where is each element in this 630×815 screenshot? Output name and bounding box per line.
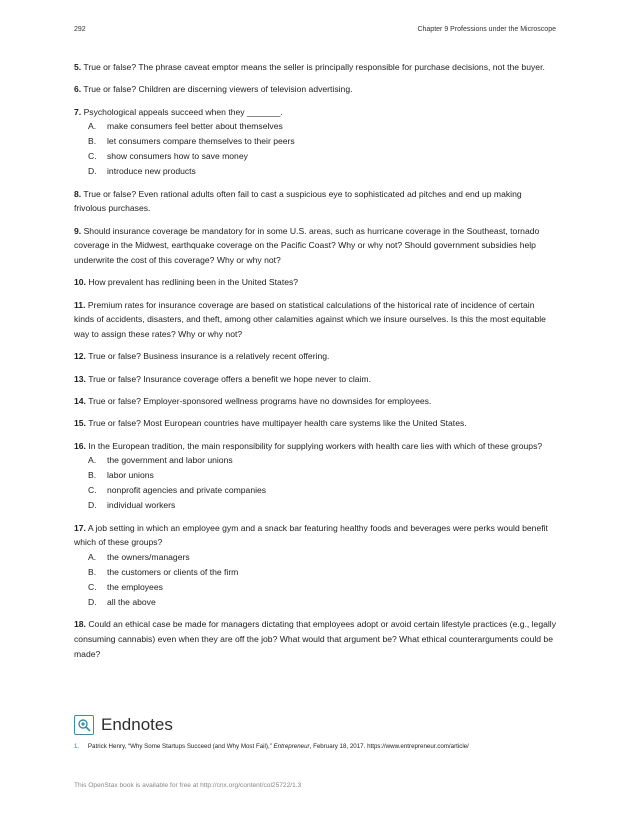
answer-options bbox=[74, 119, 556, 179]
option-letter: D. bbox=[88, 166, 97, 177]
question-text: True or false? Business insurance is a relatively recent offering. bbox=[88, 351, 330, 362]
answer-option bbox=[74, 498, 556, 513]
option-text: let consumers compare themselves to their peers bbox=[107, 136, 295, 147]
question-13 bbox=[74, 372, 556, 387]
question-7 bbox=[74, 105, 556, 179]
answer-option bbox=[74, 483, 556, 498]
question-text: Should insurance coverage be mandatory for in some U.S. areas, such as hurricane coverage in the Southeast, tornado coverage in the Midwest, earthquake coverage on the Pacific Coast? Why or why not? Should government subsidies help underwrite the cost of this coverage? Why or why not? bbox=[74, 225, 540, 265]
answer-option bbox=[74, 580, 556, 595]
question-16 bbox=[74, 439, 556, 513]
question-number: 10. bbox=[74, 277, 86, 288]
question-text: True or false? Employer-sponsored wellness programs have no downsides for employees. bbox=[88, 396, 432, 407]
answer-option bbox=[74, 565, 556, 580]
question-number: 7. bbox=[74, 106, 82, 117]
answer-option bbox=[74, 134, 556, 149]
option-letter: D. bbox=[88, 500, 97, 511]
endnote-link[interactable]: , February 18, 2017. https://www.entrepreneur.com/article/ bbox=[309, 743, 469, 750]
question-number: 6. bbox=[74, 84, 82, 95]
question-text: True or false? Most European countries have multipayer health care systems like the United States. bbox=[88, 418, 467, 429]
option-text: introduce new products bbox=[107, 166, 196, 177]
option-letter: A. bbox=[88, 455, 97, 466]
chapter-title: Chapter 9 Professions under the Microscope bbox=[417, 26, 556, 33]
option-letter: D. bbox=[88, 596, 97, 607]
question-number: 12. bbox=[74, 351, 86, 362]
endnote-source: Entrepreneur bbox=[273, 743, 310, 750]
option-letter: C. bbox=[88, 485, 97, 496]
question-8 bbox=[74, 187, 556, 216]
option-text: make consumers feel better about themselves bbox=[107, 121, 283, 132]
question-12 bbox=[74, 349, 556, 364]
question-11 bbox=[74, 298, 556, 342]
question-number: 11. bbox=[74, 299, 86, 310]
magnifier-icon bbox=[74, 715, 94, 735]
page-footer: This OpenStax book is available for free at http://cnx.org/content/col25722/1.3 bbox=[74, 782, 302, 789]
endnote-number: 1. bbox=[74, 743, 80, 750]
question-text: How prevalent has redlining been in the United States? bbox=[88, 277, 299, 288]
option-letter: A. bbox=[88, 121, 97, 132]
question-number: 16. bbox=[74, 440, 86, 451]
option-letter: C. bbox=[88, 151, 97, 162]
question-text: A job setting in which an employee gym and a snack bar featuring healthy foods and beverages were perks would benefit which of these groups? bbox=[74, 522, 548, 548]
answer-options bbox=[74, 453, 556, 513]
question-number: 5. bbox=[74, 62, 82, 72]
question-text: Premium rates for insurance coverage are based on statistical calculations of the historical rate of incidence of certain kinds of accidents, disasters, and theft, among other calamities against which we insure ourselves. Is this the most equitable way to assign these rates? Why or why not? bbox=[74, 299, 546, 339]
question-text: True or false? The phrase caveat emptor means the seller is principally responsible for purchase decisions, not the buyer. bbox=[83, 62, 545, 72]
question-text: True or false? Insurance coverage offers a benefit we hope never to claim. bbox=[88, 373, 371, 384]
page-number: 292 bbox=[74, 26, 86, 33]
question-10 bbox=[74, 275, 556, 290]
question-5 bbox=[74, 60, 556, 75]
question-17 bbox=[74, 521, 556, 610]
question-15 bbox=[74, 416, 556, 431]
option-text: labor unions bbox=[107, 470, 154, 481]
answer-option bbox=[74, 550, 556, 565]
option-text: nonprofit agencies and private companies bbox=[107, 485, 267, 496]
question-number: 13. bbox=[74, 373, 86, 384]
question-text: Psychological appeals succeed when they _______. bbox=[83, 106, 283, 117]
option-letter: A. bbox=[88, 551, 97, 562]
question-14 bbox=[74, 394, 556, 409]
question-18 bbox=[74, 617, 556, 661]
question-6 bbox=[74, 82, 556, 97]
option-letter: C. bbox=[88, 581, 97, 592]
endnote-item bbox=[74, 743, 564, 750]
answer-option bbox=[74, 595, 556, 610]
option-text: the government and labor unions bbox=[107, 455, 233, 466]
question-text: In the European tradition, the main responsibility for supplying workers with health care lies with which of these groups? bbox=[88, 440, 543, 451]
question-text: True or false? Children are discerning viewers of television advertising. bbox=[83, 84, 353, 95]
question-number: 17. bbox=[74, 522, 86, 533]
option-text: the employees bbox=[107, 581, 163, 592]
option-text: show consumers how to save money bbox=[107, 151, 248, 162]
question-number: 14. bbox=[74, 396, 86, 407]
question-text: True or false? Even rational adults often fail to cast a suspicious eye to sophisticated ad pitches and end up making frivolous purchases. bbox=[74, 188, 522, 214]
question-number: 18. bbox=[74, 619, 86, 630]
option-letter: B. bbox=[88, 136, 97, 147]
option-text: all the above bbox=[107, 596, 156, 607]
endnote-text: Patrick Henry, “Why Some Startups Succeed (and Why Most Fail),” bbox=[87, 743, 272, 750]
option-text: the owners/managers bbox=[107, 551, 190, 562]
answer-option bbox=[74, 149, 556, 164]
option-text: individual workers bbox=[107, 500, 176, 511]
question-number: 8. bbox=[74, 188, 82, 199]
option-text: the customers or clients of the firm bbox=[107, 566, 239, 577]
option-letter: B. bbox=[88, 566, 97, 577]
endnotes-section bbox=[74, 715, 556, 750]
answer-option bbox=[74, 453, 556, 468]
endnotes-title: Endnotes bbox=[101, 715, 173, 734]
question-9 bbox=[74, 224, 556, 268]
question-text: Could an ethical case be made for managers dictating that employees adopt or avoid certain lifestyle practices (e.g., legally consuming cannabis) even when they are off the job? What would that argument be? What ethical counterarguments could be made? bbox=[74, 619, 557, 659]
option-letter: B. bbox=[88, 470, 97, 481]
answer-option bbox=[74, 468, 556, 483]
answer-option bbox=[74, 164, 556, 179]
answer-option bbox=[74, 119, 556, 134]
answer-options bbox=[74, 550, 556, 610]
page-header bbox=[74, 26, 556, 38]
question-number: 9. bbox=[74, 225, 82, 236]
question-list bbox=[74, 60, 556, 669]
question-number: 15. bbox=[74, 418, 86, 429]
